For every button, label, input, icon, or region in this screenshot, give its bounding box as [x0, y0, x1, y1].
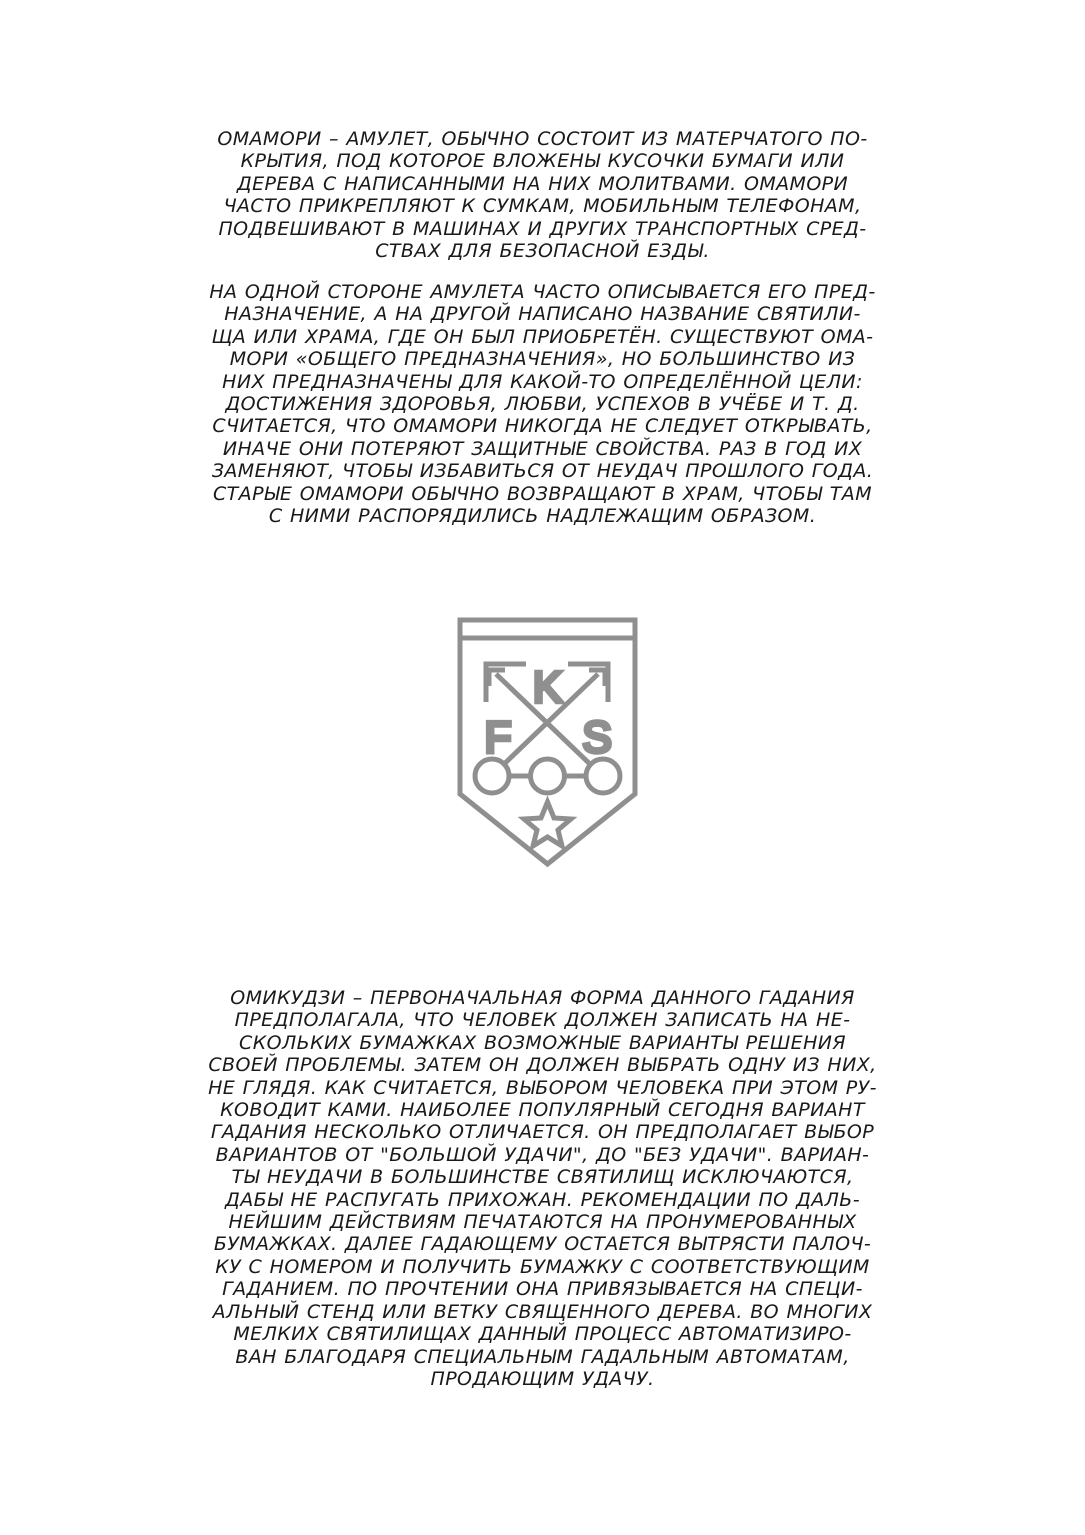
text-line: НИХ ПРЕДНАЗНАЧЕНЫ ДЛЯ КАКОЙ-ТО ОПРЕДЕЛЁННОЙ ЦЕЛИ:: [222, 370, 863, 393]
crest-letter-s: S: [582, 713, 612, 762]
text-line: ОМИКУДЗИ – ПЕРВОНАЧАЛЬНАЯ ФОРМА ДАННОГО ГАДАНИЯ: [230, 987, 855, 1009]
text-line: СЧИТАЕТСЯ, ЧТО ОМАМОРИ НИКОГДА НЕ СЛЕДУЕТ ОТКРЫВАТЬ,: [212, 415, 873, 438]
text-line: ОМАМОРИ – АМУЛЕТ, ОБЫЧНО СОСТОИТ ИЗ МАТЕРЧАТОГО ПО-: [217, 128, 868, 150]
text-line: СТАРЫЕ ОМАМОРИ ОБЫЧНО ВОЗВРАЩАЮТ В ХРАМ, ЧТОБЫ ТАМ: [213, 482, 872, 505]
text-line: ЗАМЕНЯЮТ, ЧТОБЫ ИЗБАВИТЬСЯ ОТ НЕУДАЧ ПРОШЛОГО ГОДА.: [211, 460, 874, 483]
kfs-crest-logo: [456, 616, 639, 870]
text-line: НАЗНАЧЕНИЕ, А НА ДРУГОЙ НАПИСАНО НАЗВАНИЕ СВЯТИЛИ-: [224, 303, 861, 326]
text-line: КОВОДИТ КАМИ. НАИБОЛЕЕ ПОПУЛЯРНЫЙ СЕГОДНЯ ВАРИАНТ: [220, 1099, 865, 1122]
text-line: АЛЬНЫЙ СТЕНД ИЛИ ВЕТКУ СВЯЩЕННОГО ДЕРЕВА. ВО МНОГИХ: [212, 1300, 873, 1323]
text-line: НА ОДНОЙ СТОРОНЕ АМУЛЕТА ЧАСТО ОПИСЫВАЕТСЯ ЕГО ПРЕД-: [209, 281, 876, 303]
text-line: ГАДАНИЕМ. ПО ПРОЧТЕНИИ ОНА ПРИВЯЗЫВАЕТСЯ НА СПЕЦИ-: [222, 1278, 863, 1301]
text-line: КРЫТИЯ, ПОД КОТОРОЕ ВЛОЖЕНЫ КУСОЧКИ БУМАГИ ИЛИ: [240, 150, 845, 173]
text-line: ПОДВЕШИВАЮТ В МАШИНАХ И ДРУГИХ ТРАНСПОРТНЫХ СРЕД-: [218, 217, 867, 240]
omamori-paragraph-1: [0, 128, 1085, 262]
text-line: ТЫ НЕУДАЧИ В БОЛЬШИНСТВЕ СВЯТИЛИЩ ИСКЛЮЧАЮТСЯ,: [231, 1166, 854, 1189]
text-line: ИНАЧЕ ОНИ ПОТЕРЯЮТ ЗАЩИТНЫЕ СВОЙСТВА. РАЗ В ГОД ИХ: [222, 437, 863, 460]
text-line: МЕЛКИХ СВЯТИЛИЩАХ ДАННЫЙ ПРОЦЕСС АВТОМАТИЗИРО-: [233, 1323, 852, 1346]
omamori-paragraph-2: [0, 281, 1085, 527]
text-line: ПРОДАЮЩИМ УДАЧУ.: [430, 1367, 655, 1390]
text-line: ДЕРЕВА С НАПИСАННЫМИ НА НИХ МОЛИТВАМИ. ОМАМОРИ: [236, 172, 849, 195]
text-line: ПРЕДПОЛАГАЛА, ЧТО ЧЕЛОВЕК ДОЛЖЕН ЗАПИСАТЬ НА НЕ-: [234, 1009, 851, 1032]
crest-letter-f: F: [484, 713, 512, 762]
text-line: БУМАЖКАХ. ДАЛЕЕ ГАДАЮЩЕМУ ОСТАЕТСЯ ВЫТРЯСТИ ПАЛОЧ-: [213, 1233, 872, 1256]
text-line: ЧАСТО ПРИКРЕПЛЯЮТ К СУМКАМ, МОБИЛЬНЫМ ТЕЛЕФОНАМ,: [223, 195, 862, 218]
crest-letter-k: K: [532, 663, 563, 712]
text-line: НЕЙШИМ ДЕЙСТВИЯМ ПЕЧАТАЮТСЯ НА ПРОНУМЕРОВАННЫХ: [228, 1211, 857, 1234]
text-line: ДОСТИЖЕНИЯ ЗДОРОВЬЯ, ЛЮБВИ, УСПЕХОВ В УЧЁБЕ И Т. Д.: [225, 393, 860, 416]
text-line: С НИМИ РАСПОРЯДИЛИСЬ НАДЛЕЖАЩИМ ОБРАЗОМ.: [268, 505, 817, 528]
text-line: СКОЛЬКИХ БУМАЖКАХ ВОЗМОЖНЫЕ ВАРИАНТЫ РЕШЕНИЯ: [239, 1031, 846, 1054]
text-line: НЕ ГЛЯДЯ. КАК СЧИТАЕТСЯ, ВЫБОРОМ ЧЕЛОВЕКА ПРИ ЭТОМ РУ-: [208, 1076, 877, 1099]
text-line: ГАДАНИЯ НЕСКОЛЬКО ОТЛИЧАЕТСЯ. ОН ПРЕДПОЛАГАЕТ ВЫБОР: [210, 1121, 875, 1144]
text-line: СВОЕЙ ПРОБЛЕМЫ. ЗАТЕМ ОН ДОЛЖЕН ВЫБРАТЬ ОДНУ ИЗ НИХ,: [208, 1054, 877, 1077]
text-line: СТВАХ ДЛЯ БЕЗОПАСНОЙ ЕЗДЫ.: [375, 240, 710, 263]
text-line: КУ С НОМЕРОМ И ПОЛУЧИТЬ БУМАЖКУ С СООТВЕТСТВУЮЩИМ: [215, 1255, 870, 1278]
omikuji-paragraph: [0, 987, 1085, 1390]
text-line: ЩА ИЛИ ХРАМА, ГДЕ ОН БЫЛ ПРИОБРЕТЁН. СУЩЕСТВУЮТ ОМА-: [211, 325, 874, 348]
text-line: ВАН БЛАГОДАРЯ СПЕЦИАЛЬНЫМ ГАДАЛЬНЫМ АВТОМАТАМ,: [235, 1345, 850, 1368]
text-line: ДАБЫ НЕ РАСПУГАТЬ ПРИХОЖАН. РЕКОМЕНДАЦИИ ПО ДАЛЬ-: [225, 1188, 860, 1211]
text-line: ВАРИАНТОВ ОТ "БОЛЬШОЙ УДАЧИ", ДО "БЕЗ УДАЧИ". ВАРИАН-: [215, 1143, 870, 1166]
text-line: МОРИ «ОБЩЕГО ПРЕДНАЗНАЧЕНИЯ», НО БОЛЬШИНСТВО ИЗ: [229, 348, 856, 371]
